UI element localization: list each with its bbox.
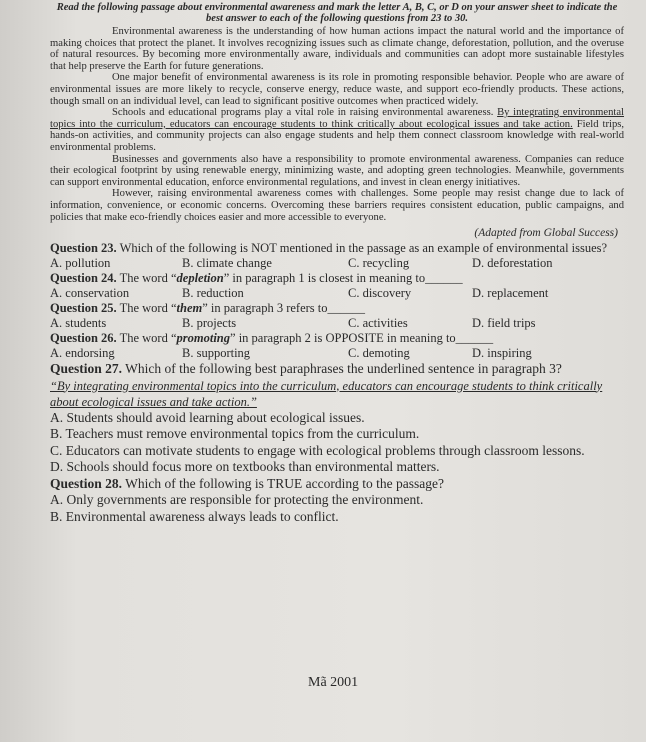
question-text: ” in paragraph 1 is closest in meaning to______ (223, 271, 463, 286)
question-27 (50, 361, 624, 378)
option-c[interactable]: C. recycling (348, 256, 410, 271)
option-b[interactable]: B. Teachers must remove environmental topics from the curriculum. (50, 426, 420, 442)
option-b[interactable]: B. climate change (182, 256, 272, 271)
instructions: Read the following passage about environmental awareness and mark the letter A, B, C, or D on your answer sheet to indicate the best answer to each of the following questions from 23 to 30. (56, 2, 618, 24)
question-26 (50, 331, 624, 346)
option-b[interactable]: B. projects (182, 316, 237, 331)
paragraph-2 (50, 72, 624, 107)
option-d[interactable]: D. inspiring (472, 346, 532, 361)
option-c[interactable]: C. activities (348, 316, 408, 331)
option-c[interactable]: C. Educators can motivate students to engage with ecological problems through classroom lessons. (50, 442, 585, 458)
key-word: promoting (176, 331, 231, 346)
option-a[interactable]: A. pollution (50, 256, 111, 271)
question-25 (50, 301, 624, 316)
question-24 (50, 271, 624, 286)
q26-options (50, 346, 624, 361)
question-text: Which of the following is TRUE according to the passage? (122, 475, 444, 491)
paragraph-text: One major benefit of environmental awareness is its role in promoting responsible behavior. People who are aware of environmental issues are more likely to recycle, conserve energy, reduce waste, and support eco-friendly products. These actions, though small on an individual level, can lead to significant positive outcomes when practiced widely. (50, 72, 624, 107)
option-c[interactable]: C. demoting (348, 346, 410, 361)
option-c[interactable]: C. discovery (348, 286, 412, 301)
question-text: Which of the following is NOT mentioned in the passage as an example of environmental issues? (116, 241, 608, 256)
option-a[interactable]: A. endorsing (50, 346, 115, 361)
question-label: Question 26. (50, 331, 117, 346)
question-label: Question 24. (50, 271, 117, 286)
paragraph-1 (50, 26, 624, 72)
paragraph-text: Field trips, hands-on activities, and community projects can also engage students and help them connect classroom knowledge with real-world environmental problems. (50, 118, 625, 153)
option-a[interactable]: A. Only governments are responsible for protecting the environment. (50, 492, 424, 508)
q23-options (50, 256, 624, 271)
question-label: Question 25. (50, 301, 117, 316)
source-citation: (Adapted from Global Success) (474, 227, 618, 240)
paragraph-text: Environmental awareness is the understanding of how human actions impact the natural world and the importance of making choices that protect the planet. It involves recognizing issues such as climate change, deforestation, pollution, and the overuse of natural resources. By becoming more environmentally aware, individuals and communities can adopt more sustainable lifestyles that help preserve the Earth for future generations. (50, 26, 624, 72)
option-b[interactable]: B. Environmental awareness always leads to conflict. (50, 508, 339, 524)
question-text: ” in paragraph 2 is OPPOSITE in meaning to______ (230, 331, 494, 346)
option-a[interactable]: A. students (50, 316, 107, 331)
option-b[interactable]: B. reduction (182, 286, 244, 301)
question-label: Question 23. (50, 241, 117, 256)
question-23 (50, 241, 624, 256)
question-label: Question 28. (50, 475, 123, 491)
key-word: them (176, 301, 203, 316)
underlined-sentence: By integrating environmental topics into the curriculum, educators can encourage students to think critically about ecological issues and take action. (50, 107, 624, 130)
question-text: The word “ (116, 271, 177, 286)
question-text: Which of the following best paraphrases the underlined sentence in paragraph 3? (122, 361, 562, 377)
question-text: ” in paragraph 3 refers to______ (202, 301, 366, 316)
option-a[interactable]: A. Students should avoid learning about ecological issues. (50, 409, 365, 425)
option-a[interactable]: A. conservation (50, 286, 130, 301)
option-d[interactable]: D. Schools should focus more on textbooks than environmental matters. (50, 459, 440, 475)
q25-options (50, 316, 624, 331)
question-label: Question 27. (50, 361, 123, 377)
paragraph-text: Schools and educational programs play a vital role in raising environmental awareness. (112, 107, 498, 119)
paragraph-5 (50, 188, 624, 223)
question-28 (50, 476, 624, 493)
paragraph-3 (50, 107, 624, 153)
exam-code: Mã 2001 (308, 675, 359, 690)
option-d[interactable]: D. deforestation (472, 256, 553, 271)
question-text: The word “ (116, 331, 177, 346)
key-word: depletion (176, 271, 224, 286)
quoted-sentence: “By integrating environmental topics into the curriculum, educators can encourage students to think critically about ecological issues and take action.” (50, 378, 603, 409)
option-d[interactable]: D. replacement (472, 286, 549, 301)
paragraph-4 (50, 154, 624, 189)
q24-options (50, 286, 624, 301)
question-text: The word “ (116, 301, 177, 316)
option-d[interactable]: D. field trips (472, 316, 536, 331)
option-b[interactable]: B. supporting (182, 346, 251, 361)
paragraph-text: However, raising environmental awareness comes with challenges. Some people may resist change due to lack of information, convenience, or economic concerns. Overcoming these barriers requires consistent education, public campaigns, and policies that make eco-friendly choices easier and more accessible to everyone. (50, 188, 624, 223)
paragraph-text: Businesses and governments also have a responsibility to promote environmental awareness. Companies can reduce their ecological footprint by using renewable energy, minimizing waste, and adopting green technologies. Meanwhile, governments can support environmental education, enforce environmental regulations, and invest in clean energy initiatives. (50, 153, 624, 188)
